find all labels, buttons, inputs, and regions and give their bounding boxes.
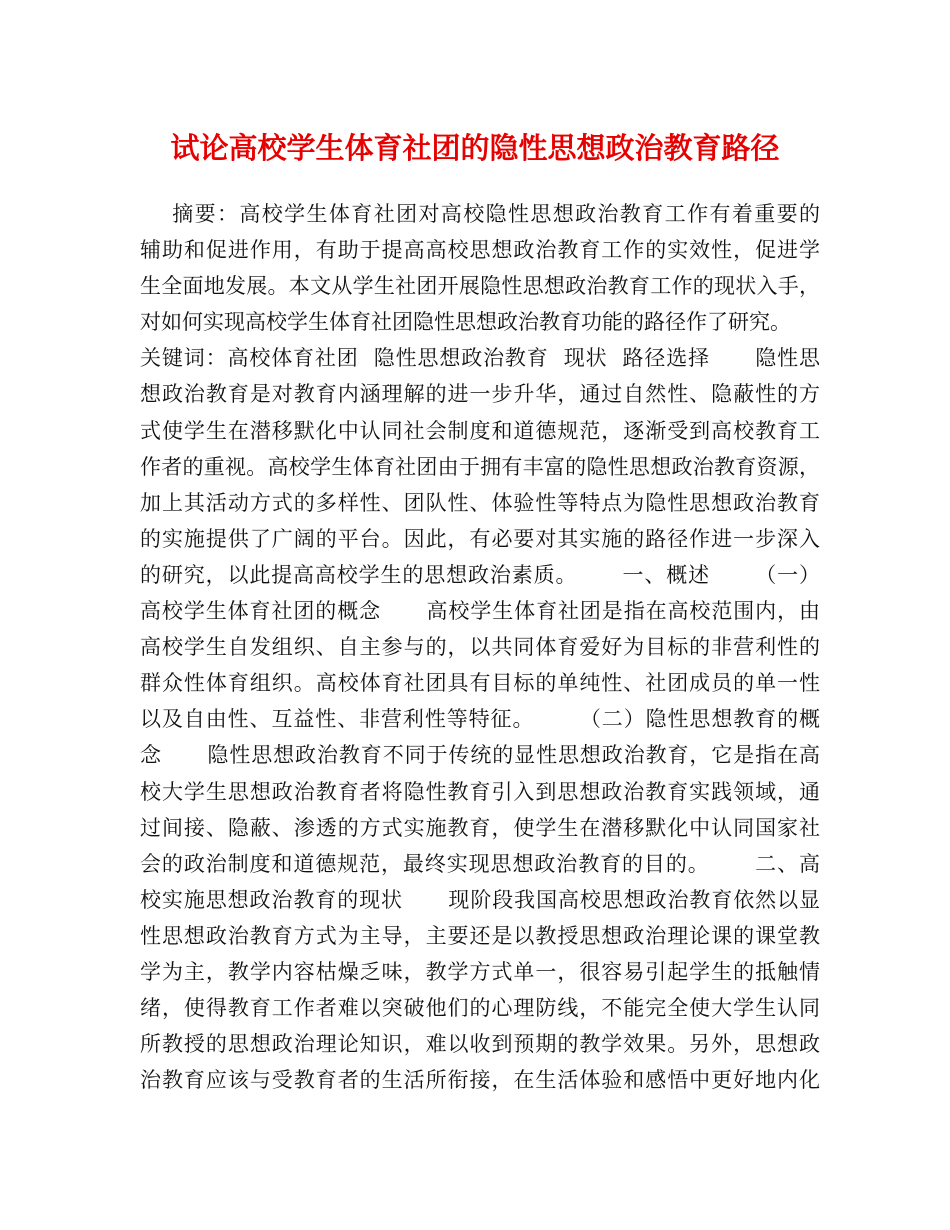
body-line: 作者的重视。高校学生体育社团由于拥有丰富的隐性思想政治教育资源， bbox=[140, 454, 820, 479]
body-line: 的研究，以此提高高校学生的思想政治素质。 一、概述 （一） bbox=[140, 562, 820, 587]
document-body bbox=[140, 196, 820, 1098]
document-title: 试论高校学生体育社团的隐性思想政治教育路径 bbox=[170, 131, 780, 165]
body-line: 群众性体育组织。高校体育社团具有目标的单纯性、社团成员的单一性 bbox=[140, 671, 820, 696]
body-line: 念 隐性思想政治教育不同于传统的显性思想政治教育，它是指在高 bbox=[140, 743, 820, 768]
body-line: 高校学生体育社团的概念 高校学生体育社团是指在高校范围内，由 bbox=[140, 599, 820, 624]
body-line: 校大学生思想政治教育者将隐性教育引入到思想政治教育实践领域，通 bbox=[140, 779, 820, 804]
body-line: 高校学生自发组织、自主参与的，以共同体育爱好为目标的非营利性的 bbox=[140, 635, 820, 660]
body-line: 校实施思想政治教育的现状 现阶段我国高校思想政治教育依然以显 bbox=[140, 887, 820, 912]
body-line: 摘要：高校学生体育社团对高校隐性思想政治教育工作有着重要的 bbox=[140, 202, 820, 226]
body-line: 辅助和促进作用，有助于提高高校思想政治教育工作的实效性，促进学 bbox=[140, 238, 820, 263]
body-line: 关键词：高校体育社团 隐性思想政治教育 现状 路径选择 隐性思 bbox=[140, 346, 820, 371]
body-line: 治教育应该与受教育者的生活所衔接，在生活体验和感悟中更好地内化 bbox=[140, 1068, 820, 1093]
body-line: 会的政治制度和道德规范，最终实现思想政治教育的目的。 二、高 bbox=[140, 851, 820, 876]
body-line: 所教授的思想政治理论知识，难以收到预期的教学效果。另外，思想政 bbox=[140, 1032, 820, 1057]
body-line: 对如何实现高校学生体育社团隐性思想政治教育功能的路径作了研究。 bbox=[140, 310, 791, 335]
body-line: 学为主，教学内容枯燥乏味，教学方式单一，很容易引起学生的抵触情 bbox=[140, 959, 820, 984]
body-line: 的实施提供了广阔的平台。因此，有必要对其实施的路径作进一步深入 bbox=[140, 526, 820, 551]
body-line: 绪，使得教育工作者难以突破他们的心理防线，不能完全使大学生认同 bbox=[140, 996, 820, 1021]
body-line: 性思想政治教育方式为主导，主要还是以教授思想政治理论课的课堂教 bbox=[140, 923, 820, 948]
body-line: 以及自由性、互益性、非营利性等特征。 （二）隐性思想教育的概 bbox=[140, 707, 820, 732]
body-line: 加上其活动方式的多样性、团队性、体验性等特点为隐性思想政治教育 bbox=[140, 490, 820, 515]
body-line: 过间接、隐蔽、渗透的方式实施教育，使学生在潜移默化中认同国家社 bbox=[140, 815, 820, 840]
body-line: 式使学生在潜移默化中认同社会制度和道德规范，逐渐受到高校教育工 bbox=[140, 418, 820, 443]
body-line: 想政治教育是对教育内涵理解的进一步升华，通过自然性、隐蔽性的方 bbox=[140, 382, 820, 407]
body-line: 生全面地发展。本文从学生社团开展隐性思想政治教育工作的现状入手， bbox=[140, 274, 820, 299]
